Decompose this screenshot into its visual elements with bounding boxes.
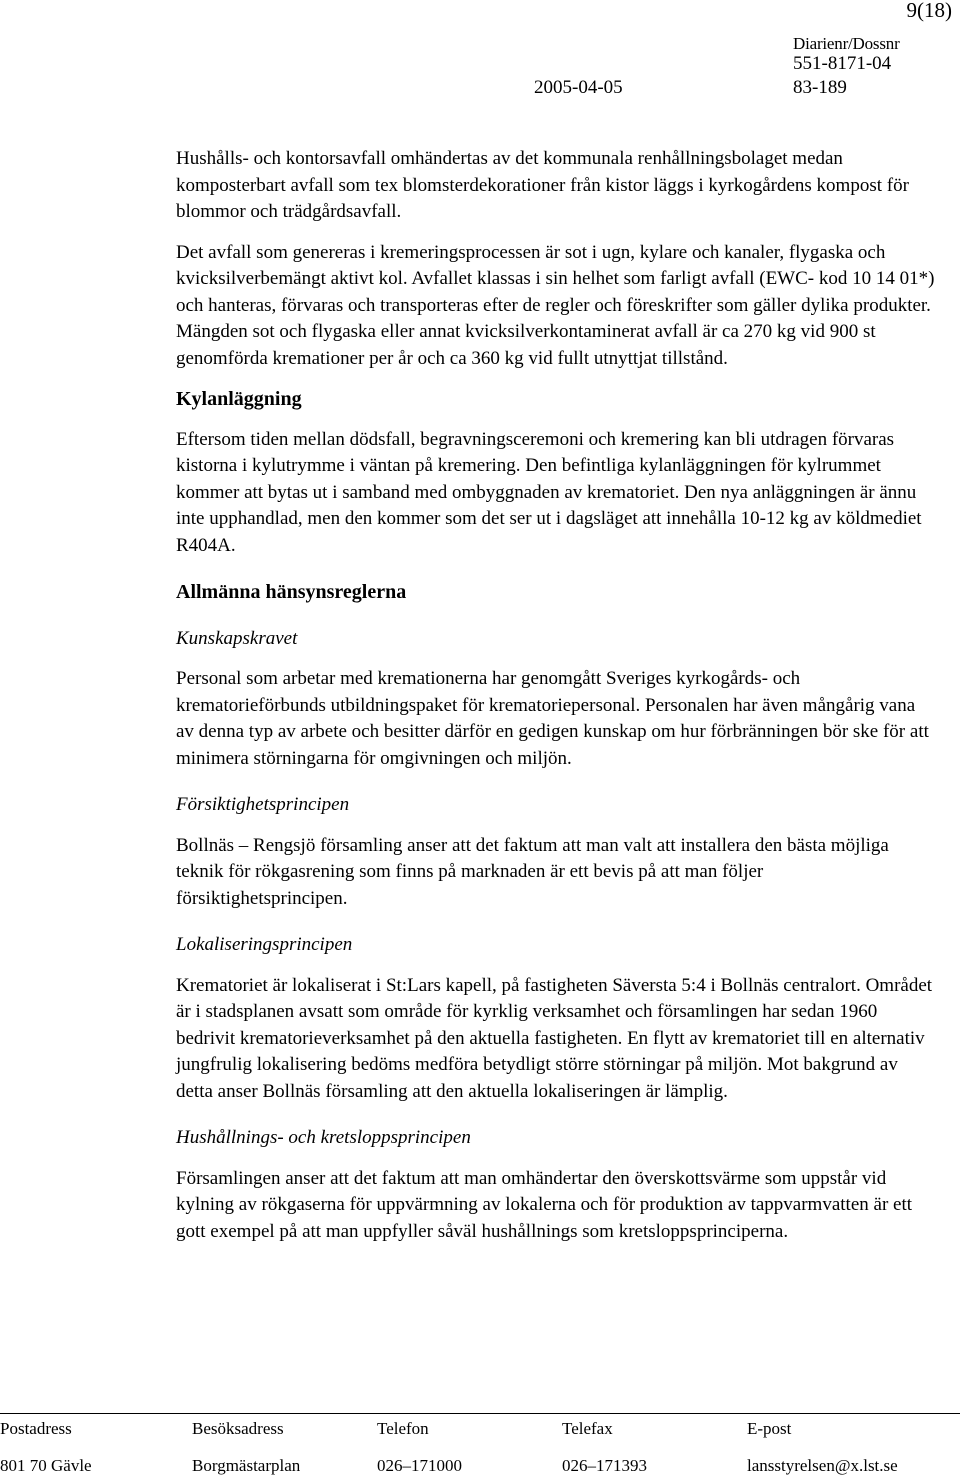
- paragraph-knowledge: Personal som arbetar med kremationerna har genomgått Sveriges kyrkogårds- och krematorieförbunds utbildningspaket för krematoriepersonal. Personalen har även mångårig vana av denna typ av arbete och besitter därför en gedigen kunskap om hur förbränningen bör ske för att minimera störningarna för omgivningen och miljön.: [176, 668, 929, 769]
- paragraph-location: Krematoriet är lokaliserat i St:Lars kapell, på fastigheten Säversta 5:4 i Bollnäs centralort. Området är i stadsplanen avsatt som område för kyrklig verksamhet och församlingen har sedan 1960 bedrivit krematorieverksamhet på den aktuella fastigheten. En flytt av krematoriet till en alternativ jungfrulig lokalisering bedöms medföra betydligt större störningar på miljön. Mot bakgrund av detta anser Bollnäs församling att den aktuella lokaliseringen är lämplig.: [176, 974, 933, 1102]
- footer-fax: 026–171393: [562, 1456, 647, 1475]
- paragraph-resource-management: Församlingen anser att det faktum att man omhändertar den överskottsvärme som uppstår vid kylning av rökgaserna för uppvärmning av lokalerna och för produktion av tappvarmvatten är ett gott exempel på att man uppfyller såväl hushållnings som kretsloppsprinciperna.: [176, 1167, 913, 1242]
- heading-allmanna-hansynsregler: Allmänna hänsynsreglerna: [176, 581, 407, 603]
- heading-kylanlaggning: Kylanläggning: [176, 388, 302, 410]
- footer-label-besoksadress: Besöksadress: [192, 1419, 284, 1438]
- paragraph-household-waste: Hushålls- och kontorsavfall omhändertas av det kommunala renhållningsbolaget medan komposterbart avfall som tex blomsterdekorationer från kistor läggs i kyrkogårdens kompost för blommor och trädgårdsavfall.: [176, 148, 909, 222]
- diarienr-value: 551-8171-04: [793, 53, 892, 74]
- footer-label-postadress: Postadress: [0, 1419, 72, 1438]
- footer-phone: 026–171000: [377, 1456, 462, 1475]
- paragraph-cooling: Eftersom tiden mellan dödsfall, begravningsceremoni och kremering kan bli utdragen förvaras kistorna i kylutrymme i väntan på kremering. Den befintliga kylanläggningen för kylrummet kommer att bytas ut i samband med ombyggnaden av krematoriet. Den nya anläggningen är ännu inte upphandlad, men den kommer som det ser ut i dagsläget att innehålla 10-12 kg av köldmediet R404A.: [176, 428, 922, 556]
- document-date: 2005-04-05: [534, 77, 623, 98]
- footer-label-telefon: Telefon: [377, 1419, 429, 1438]
- heading-kunskapskravet: Kunskapskravet: [176, 627, 298, 649]
- footer-divider: [0, 1413, 960, 1414]
- heading-lokaliseringsprincipen: Lokaliseringsprincipen: [176, 934, 353, 955]
- footer-visiting-address: Borgmästarplan: [192, 1456, 301, 1475]
- footer-label-telefax: Telefax: [562, 1419, 613, 1438]
- paragraph-precaution: Bollnäs – Rengsjö församling anser att det faktum att man valt att installera den bästa möjliga teknik för rökgasrening som finns på marknaden är ett bevis på att man följer försiktighetsprincipen.: [176, 834, 889, 909]
- dossier-ref: 83-189: [793, 77, 847, 98]
- footer-label-epost: E-post: [747, 1419, 792, 1438]
- diarienr-label: Diarienr/Dossnr: [793, 34, 900, 53]
- footer-postal-address: 801 70 Gävle: [0, 1456, 92, 1475]
- page-number: 9(18): [906, 0, 952, 22]
- heading-hushallningsprincipen: Hushållnings- och kretsloppsprincipen: [176, 1127, 471, 1148]
- footer-email: lansstyrelsen@x.lst.se: [747, 1456, 898, 1475]
- heading-forsiktighetsprincipen: Försiktighetsprincipen: [176, 794, 350, 815]
- document-body: [176, 146, 936, 1245]
- paragraph-cremation-waste: Det avfall som genereras i kremeringsprocessen är sot i ugn, kylare och kanaler, flygaska och kvicksilverbemängt aktivt kol. Avfallet klassas i sin helhet som farligt avfall (EWC- kod 10 14 01*) och hanteras, förvaras och transporteras efter de regler och föreskrifter som gäller dylika produkter. Mängden sot och flygaska eller annat kvicksilverkontaminerat avfall är ca 270 kg vid 900 st genomförda kremationer per år och ca 360 kg vid fullt utnyttjat tillstånd.: [176, 241, 935, 369]
